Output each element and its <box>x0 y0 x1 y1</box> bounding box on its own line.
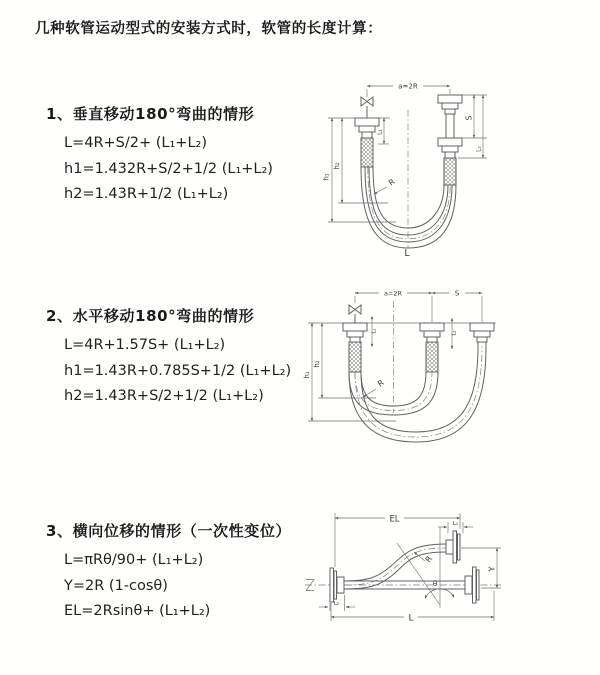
label-l: L <box>408 613 414 624</box>
label-r: R <box>423 554 435 565</box>
label-l1: L₁ <box>452 521 459 527</box>
dim-l2 <box>452 318 458 349</box>
label-theta: θ <box>432 580 438 588</box>
hose-u-bend <box>361 167 456 248</box>
dim-s <box>355 290 482 323</box>
label-el: EL <box>389 514 400 525</box>
diagram-vertical-u-bend <box>310 72 500 262</box>
label-l2: L₂ <box>451 330 458 336</box>
valve-icon <box>361 97 373 118</box>
label-h2: h₂ <box>333 162 341 170</box>
middle-pipe-flange <box>420 323 444 372</box>
formula-L: L=4R+1.57S+ (L₁+L₂) <box>64 337 226 353</box>
dim-s <box>458 95 487 158</box>
right-pipe-flange <box>470 323 494 347</box>
section-horizontal-movement <box>46 305 291 410</box>
formula-L: L=πRθ/90+ (L₁+L₂) <box>64 552 204 568</box>
section-1-formulas <box>46 131 273 208</box>
section-3-heading: 3、横向位移的情形（一次性变位） <box>46 522 292 540</box>
label-l2: L₂ <box>333 601 340 607</box>
diagram-horizontal-u-bend <box>300 283 500 458</box>
section-lateral-displacement <box>46 520 291 625</box>
label-r: R <box>386 177 397 188</box>
label-h1: h₁ <box>322 173 331 181</box>
left-pipe-flange <box>343 323 367 372</box>
section-3-formulas <box>46 548 291 625</box>
label-l: L <box>404 248 410 259</box>
dim-l <box>331 591 494 624</box>
label-l1: L₁ <box>371 328 378 334</box>
formula-L: L=4R+S/2+ (L₁+L₂) <box>64 135 207 151</box>
section-2-heading: 2、水平移动180°弯曲的情形 <box>46 307 255 325</box>
label-a2r: a=2R <box>383 289 403 298</box>
angle-theta <box>397 527 454 608</box>
label-s: S <box>464 115 474 121</box>
page-title: 几种软管运动型式的安装方式时，软管的长度计算： <box>35 21 383 37</box>
formula-EL: EL=2Rsinθ+ (L₁+L₂) <box>64 603 211 619</box>
dim-l1 <box>372 316 378 347</box>
label-h1: h₁ <box>303 371 311 379</box>
label-h2: h₂ <box>313 360 321 368</box>
label-r: R <box>375 378 386 389</box>
formula-h2: h2=1.43R+1/2 (L₁+L₂) <box>64 186 229 202</box>
formula-h2: h2=1.43R+S/2+1/2 (L₁+L₂) <box>64 388 264 404</box>
right-pipe-flanges <box>438 95 462 185</box>
dim-h2 <box>313 323 376 398</box>
section-1-heading: 1、垂直移动180°弯曲的情形 <box>46 105 255 123</box>
dim-a2r <box>355 290 432 298</box>
s-curve-hose <box>344 544 446 589</box>
label-l1: L₁ <box>376 129 384 135</box>
formula-h1: h1=1.432R+S/2+1/2 (L₁+L₂) <box>64 160 273 177</box>
section-vertical-movement <box>46 103 273 208</box>
label-s: S <box>454 289 460 298</box>
label-a2r: a=2R <box>398 82 418 91</box>
label-l2: L₂ <box>475 146 483 152</box>
upper-flange <box>446 531 460 563</box>
left-pipe-flange <box>355 118 379 167</box>
dim-l2 <box>476 95 484 158</box>
lower-right-flange <box>465 567 479 603</box>
left-flange <box>330 568 344 602</box>
section-2-formulas <box>46 333 291 410</box>
formula-h1: h1=1.43R+0.785S+1/2 (L₁+L₂) <box>64 362 292 379</box>
label-r-leader <box>363 378 386 397</box>
label-r-leader <box>374 177 397 194</box>
formula-Y: Y=2R (1-cosθ) <box>64 577 168 594</box>
diagram-lateral-displacement <box>305 505 505 645</box>
valve-icon <box>349 305 361 323</box>
label-y: Y <box>487 566 497 572</box>
dim-el <box>335 513 460 567</box>
hose-u-displaced <box>349 347 486 442</box>
